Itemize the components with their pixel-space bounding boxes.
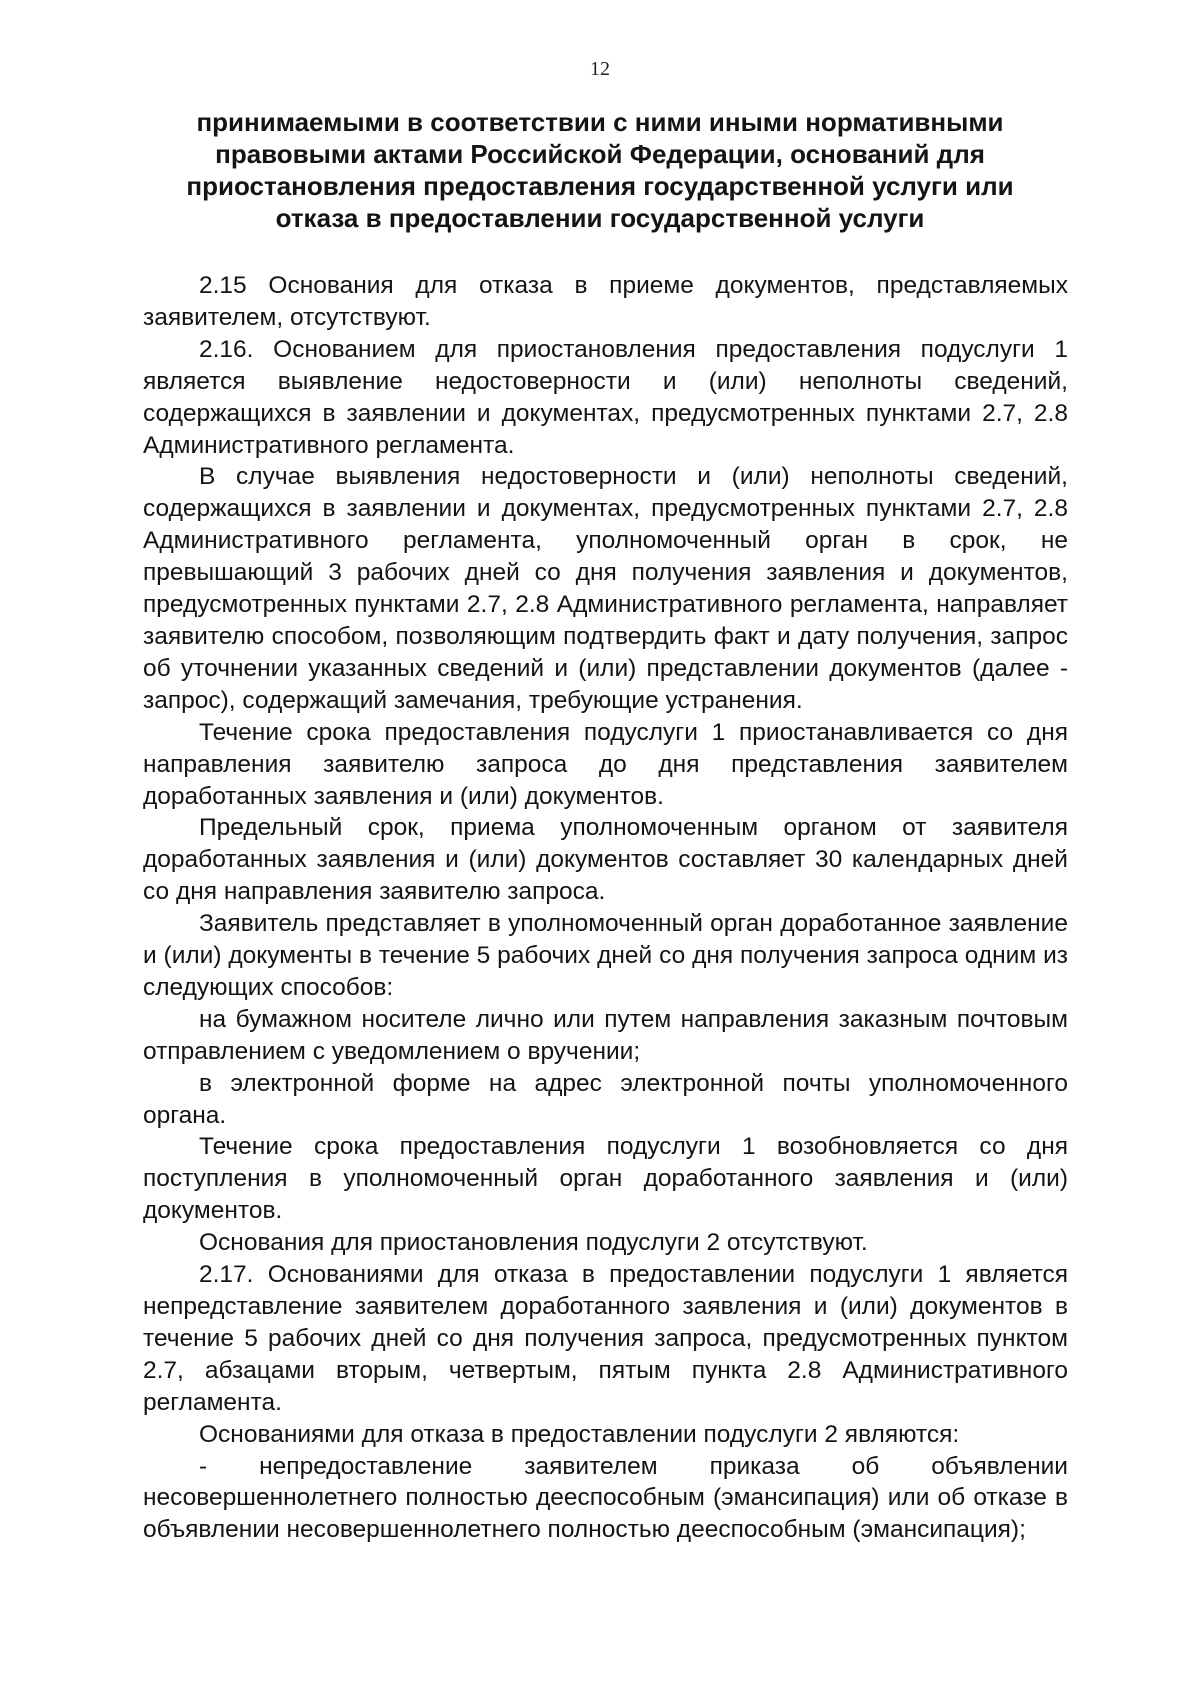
paragraph-2-15: 2.15 Основания для отказа в приеме документов, представляемых заявителем, отсутствуют. [143, 272, 1068, 331]
paragraph-2-17: 2.17. Основаниями для отказа в предоставлении подуслуги 1 является непредставление заявителем доработанного заявления и (или) документов в течение 5 рабочих дней со дня получения запроса, предусмотренных пунктом 2.7, абзацами вторым, четвертым, пятым пункта 2.8 Административного регламента. [143, 1261, 1068, 1416]
paragraph: Основания для приостановления подуслуги 2 отсутствуют. [199, 1229, 868, 1257]
list-item-dash: - непредоставление заявителем приказа об объявлении несовершеннолетнего полностью дееспособным (эмансипация) или об отказе в объявлении несовершеннолетнего полностью дееспособным (эмансипация); [143, 1452, 1068, 1544]
paragraph: Течение срока предоставления подуслуги 1 приостанавливается со дня направления заявителю запроса до дня представления заявителем доработанных заявления и (или) документов. [143, 718, 1068, 810]
paragraph: Течение срока предоставления подуслуги 1 возобновляется со дня поступления в уполномоченный орган доработанного заявления и (или) документов. [143, 1133, 1068, 1225]
paragraph: Основаниями для отказа в предоставлении подуслуги 2 являются: [199, 1420, 960, 1448]
document-body [143, 270, 1068, 1546]
paragraph: Заявитель представляет в уполномоченный орган доработанное заявление и (или) документы в течение 5 рабочих дней со дня получения запроса одним из следующих способов: [143, 910, 1068, 1001]
paragraph-2-16: 2.16. Основанием для приостановления предоставления подуслуги 1 является выявление недостоверности и (или) неполноты сведений, содержащихся в заявлении и документах, предусмотренных пунктами 2.7, 2.8 Административного регламента. [143, 335, 1068, 459]
section-heading: принимаемыми в соответствии с ними иными нормативными правовыми актами Российской Федерации, оснований для приостановления предоставления государственной услуги или отказа в предоставлении государственной услуги [186, 107, 1014, 233]
paragraph: В случае выявления недостоверности и (или) неполноты сведений, содержащихся в заявлении и документах, предусмотренных пунктами 2.7, 2.8 Административного регламента, уполномоченный орган в срок, не превышающий 3 рабочих дней со дня получения заявления и документов, предусмотренных пунктами 2.7, 2.8 Административного регламента, направляет заявителю способом, позволяющим подтвердить факт и дату получения, запрос об уточнении указанных сведений и (или) представлении документов (далее - запрос), содержащий замечания, требующие устранения. [143, 463, 1068, 714]
list-item-electronic: в электронной форме на адрес электронной почты уполномоченного органа. [143, 1069, 1068, 1129]
page-number: 12 [590, 58, 610, 80]
list-item-paper: на бумажном носителе лично или путем направления заказным почтовым отправлением с уведомлением о вручении; [143, 1005, 1068, 1065]
paragraph: Предельный срок, приема уполномоченным органом от заявителя доработанных заявления и (или) документов составляет 30 календарных дней со дня направления заявителю запроса. [143, 814, 1068, 906]
